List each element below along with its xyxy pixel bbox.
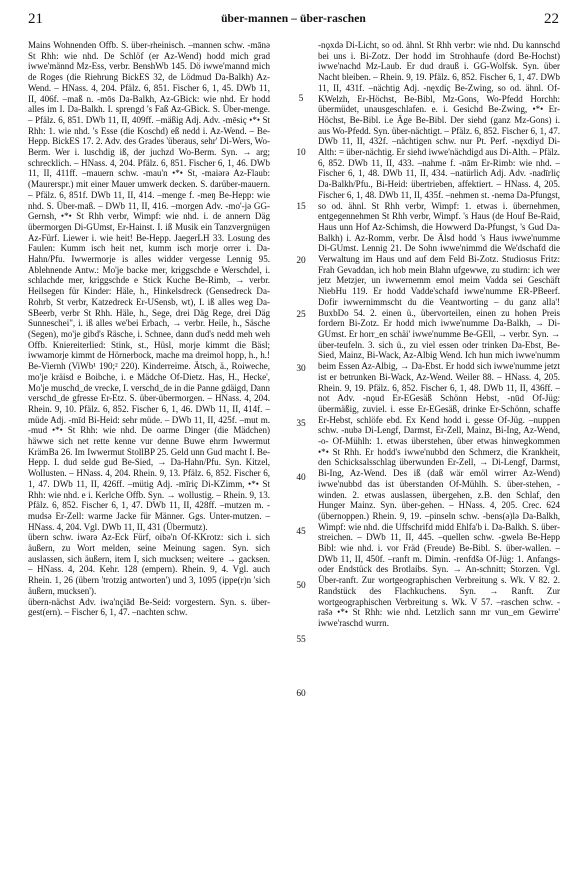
line-number: 50	[296, 581, 306, 591]
line-number: 5	[298, 94, 304, 104]
right-page-number: 22	[544, 11, 559, 27]
line-number: 35	[296, 419, 306, 429]
line-number-gutter	[290, 40, 312, 860]
line-number: 40	[296, 473, 306, 483]
entry-paragraph: -nǫxdə Di-Licht, so od. ähnl. St Rhh verbr: wie nhd. Du kannschd bei uns i. Bi-Zotz. Der hodd im Strohhaufe (dord Be-Hochst) iwwe'nachd Mz-Laub. Er dud drauß i. GG-Wolfsk. Syn. über Nacht bleiben. – Rhein. 9, 19. Pfälz. 6, 852. Fischer 6, 1, 47. DWb 11, II, 431f. –nächtig Adj. -nęxdiç Be-Zwing, so od. ähnl. Of-KWelzh, Er-Höchst, Be-Bibl, Mz-Gons, Wo-Pfedd Horchh: übermüdet, unausgeschlafen. e. i. Gesichd Be-Zwing, •*• Er-Höchst, Be-Bibl. i.e Äge Be-Bibl. Der siehd (ganz Mz-Gons) i. aus Wo-Pfedd. Syn. über-nächtigt. – Pfälz. 6, 852. Fischer 6, 1, 47. DWb 11, II, 432f. –nächtigen schw. nur Pt. Perf. -nęxdiyd Di-Alth: = über-nächtig. Er siehd iwwe'nächdigd aus Di-Alth. – Pfälz. 6, 852. DWb 11, II, 433. –nahme f. -nām Er-Rimb: wie nhd. – Fischer 6, 1, 48. DWb 11, II, 434. –natürlich Adj. Adv. -nadīrliç Da-Balkh/Pfu., Bi-Heid: übertrieben, affektiert. – HNass. 4, 205. Fischer 6, 1, 48. DWb 11, II, 435f. –nehmen st. -nemə Da-Pfungst, so od. ähnl. St Rhh verbr, Wimpf: 1. etwas i. übernehmen, entgegennehmen St Rhh verbr, Wimpf. 's Haus (de Houf Be-Raid, Haus unn Hof Az-Schimsh, die Howwerd Da-Pfungst, 's Gud Da-Balkh) i. Az-Romm, verbr. De Älsd hodd 's Haus iwwe'numme Di-GUmst. Lennig 21. De Sohn iwwe'nimmd die We'dschafd die Verwaltung im Haus und auf dem Feld Bi-Zotz. Studiosus Fritz: Frah Gevaddan, ich hob mein Blahn ufgewwe, zu studirn: ich wer jetz Metzjer, un iwwernemm emol meim Vadda sei Geschäft NiebHu 119. Er hodd Vadde'schafd iwwe'numme ER-PBeerf. Dofir iwwernimmscht du die Veantworting – du ganz alla'! BuxbDo 54. 2. einen ü., übervorteilen, einen zu hohen Preis fordern Bi-Zotz. Er hodd mich iwwe'numme Da-Balkh, → Di-GUmst. Er horr_en schäi' iwwe'numme Be-GEll, → verbr. Syn. → über-teufeln. 3. sich ü., zu viel essen oder trinken Da-Ebst, Be-Sied, Mainz, Bi-Wack, Az-Albig Wend. Ich hun mich iwwe'numm beim Essen Az-Albig, → Da-Ebst. Er hodd sich iwwe'numme jetzt ist er betrunken Bi-Wack, Az-Wend. Weiler 88. – HNass. 4, 205. Rhein. 9, 19. Pfälz. 6, 852. Fischer 6, 1, 48. DWb 11, II, 436ff. –not Adv. -nǫud Er-EGesäß Schönn Hebst, -nūd Of-Jüg: übermäßig, zuviel. i. esse Er-EGesäß, drinke Er-Schönn, schaffe Er-Hebst, schlöfe ebd. Ex Kend hodd i. gesse Of-Jüg. –nuppen schw. -nubə Di-Lengf, Darmst, Er-Zell, Mainz, Bi-Ing, Az-Wend, -o- Of-Mühlh: 1. etwas überstehen, über etwas hinwegkommen •*• St Rhh. Er hodd's iwwe'nubbd den Schmerz, die Krankheit, den Schicksalsschlag überwunden Er-Zell, → Di-Lengf, Darmst, Bi-Ing, Az-Wend. Des iß (daß wär emöl wirrer Az-Wend) iwwe'nubbd das ist überstanden Of-Mühlh. S. über-stehen, -winden. 2. etwas auslassen, übergehen, z.B. den Schlaf, den Hunger Mainz. Syn. über-gehen. – HNass. 4, 205. Crec. 624 (übernoppen.) Rhein. 9, 19. –pinseln schw. -bens(ə)lə Da-Balkh, Wimpf: wie nhd. die Uffschrifd midd Ehlfa'b i. Da-Balkh. S. über-streichen. – DWb 11, II, 445. –quellen schw. -gwelə Be-Hepp Bibl: wie nhd. i. vor Fräd (Freude) Be-Bibl. S. über-wallen. – DWb 11, II, 450f. –ranft m. Dimin. -renfdšə Of-Jüg: 1. Anfangs- oder Endstück des Brotlaibs. Syn. → An-schnitt; Storzen. Vgl. Über-ranft. Zur wortgeographischen Verbreitung s. Wk. V 82. 2. Randstück des Flachkuchens. Syn. → Ranft. Zur wortgeographischen Verbreitung s. Wk. V 57. –raschen schw. -rašə •*• St Rhh: wie nhd. Letzlich sann mr vun_em Gewirre' iwwe'raschd wurrn.	[318, 40, 560, 628]
left-page-number: 21	[28, 11, 43, 27]
line-number: 45	[296, 527, 306, 537]
line-number: 10	[296, 148, 306, 158]
line-number: 20	[296, 256, 306, 266]
page-header	[28, 11, 559, 29]
left-column	[28, 40, 270, 618]
entry-paragraph: übern-nächst Adv. iwa'nçiād Be-Seid: vorgestern. Syn. s. über-gest(ern). – Fischer 6, 1, 47. –nachten schw.	[28, 596, 270, 618]
line-number: 60	[296, 689, 306, 699]
line-number: 15	[296, 202, 306, 212]
entry-paragraph: Mains Wohnenden Offb. S. über-rheinisch. –mannen schw. -mānə St Rhh: wie nhd. De Schlöf (er Az-Wend) hodd mich grad iwwe'männd Mz-Ess, verbr. BenshWb 145. Dö iwwe'mannd mich de Roges (die Riehrung BickES 32, de Lödmud Da-Balkh) Az-Wend. – HNass. 4, 204. Pfälz. 6, 851. Fischer 6, 1, 45. DWb 11, II, 406f. –maß n. -mōs Da-Balkh, Az-GBick: wie nhd. Er hodd alles im I. Da-Balkh. I. sprengd 's Faß Az-GBick. S. Über-menge. – Pfälz. 6, 851. DWb 11, II, 409ff. –mäßig Adj. Adv. -mēsiç •*• St Rhh: 1. wie nhd. 's Esse (die Koschd) eß nedd i. Az-Wend. – Be-Hepp. BickES 17. 2. Adv. des Grades 'überaus, sehr' Di-Wers, Wo-Berm. Wer i. luschdig iß, der juchzd Wo-Berm. Syn. → arg; schrecklich. – HNass. 4, 204. Pfälz. 6, 851. Fischer 6, 1, 46. DWb 11, II, 411ff. –mauern schw. -mau'n •*• St, -maiərə Az-Flaub: (Maurerspr.) mit einer Mauer umwerk decken. S. darüber-mauern. – Pfälz. 6, 851f. DWb 11, II, 414. –menge f. -meŋ Be-Hepp: wie nhd. S. Über-maß. – DWb 11, II, 416. –morgen Adv. -mo'-jə GG-Gernsh, •*• St Rhh verbr, Wimpf: wie nhd. i. de annern Däg übermorgen Di-GUmst, Er-Hainst. I. iß Musik ein Tanzvergnügen Az-Fürf. Liewer i. wie heit! Be-Hepp. JaegerLH 33. Losung des Faulen: Kumm isch heit net, kumm isch morje orrer i. Da-Hahn/Pfu. Iwwermorje is alles widder vergesse Lennig 95. Ablehnende Antw.: Mo'je backe mer, kriggschde e Werschdel, i. schlachde mer, kriggschde e Stick Kuche Be-Rimb, → verbr. Heilsegen für Kinder: Häle, h., Hinkelsdreck (Gensedreck Da-Rohrb, St verbr, Katzedreck Er-USensb, wt), I. iß alles weg Da-SBeerb, verbr St Rhh. Häle, h., Sege, drei Däg Rege, drei Däg Sunneschei", i. iß alles we'bei Erbach, → verbr. Heile, h., Säsche (Segen), mo'je gibd's Räsche, i. Schnee, dann dud's nedd meh weh Offb. Kniereiterlied: Stink, st., Hüsl, morje kimmt die Bäsl; iwwamorje kimmt de Hörnerbock, mache ma dreimol hopp, h., h.! Be-Viernh (ViWb¹ 190;² 220). Kinderreime. Ätsch, ä., Roiweche, mo'je kräisd e Boibche, i. e Mädche Of-Dietz. Has, H., Hecke', Mo'je muschd_de vrecke, I. verschd_de in die Panne gdäigd, Dann verschd_de gfresse Er-Etz. S. über-übermorgen. – HNass. 4, 204. Rhein. 9, 10. Pfälz. 6, 852. Fischer 6, 1, 46. DWb 11, II, 414f. –müde Adj. -mīd Bi-Heid: sehr müde. – DWb 11, II, 425f. –mut m. -mud •*• St Rhh: wie nhd. De oarme Dinger (die Mädchen) häwwe sich net rette kenne vur denne Buwe ehrm Iwwermut KrämBa 26. Im Iwwermut StollBP 25. Geld unn Gud macht I. Be-Hepp. I. dud selde gud Be-Sied, → Da-Hahn/Pfu. Syn. Kitzel, Wollusten. – HNass. 4, 204. Rhein. 9, 13. Pfälz. 6, 852. Fischer 6, 1, 47. DWb 11, II, 426ff. –mütig Adj. -mīriç Di-KZimm, •*• St Rhh: wie nhd. e i. Kerlche Offb. Syn. → wollustig. – Rhein. 9, 13. Pfälz. 6, 852. Fischer 6, 1, 47. DWb 11, II, 428ff. –mutzen m. -mudsə Er-Zell: warme Jacke für Männer. Ggs. Unter-mutzen. – HNass. 4, 204. Vgl. DWb 11, II, 431 (Übermutz).	[28, 40, 270, 532]
running-head: über-mannen – über-raschen	[221, 13, 366, 25]
right-column	[318, 40, 560, 629]
line-number: 30	[296, 364, 306, 374]
entry-paragraph: übern schw. iwərə Az-Eck Fürf, oibə'n Of-KKrotz: sich i. sich äußern, zu Wort melden, seine Meinung sagen. Syn. sich auslassen, sich äußern, item I, sich mucksen; weitere → gacksen. – HNass. 4, 204. Kehr. 128 (empern). Rhein. 9, 4. Vgl. auch Rhein. 1, 26 (übern 'trotzig antworten') und 3, 1095 (ippe(r)n 'sich äußern, mucksen').	[28, 532, 270, 596]
line-number: 55	[296, 635, 306, 645]
line-number: 25	[296, 310, 306, 320]
